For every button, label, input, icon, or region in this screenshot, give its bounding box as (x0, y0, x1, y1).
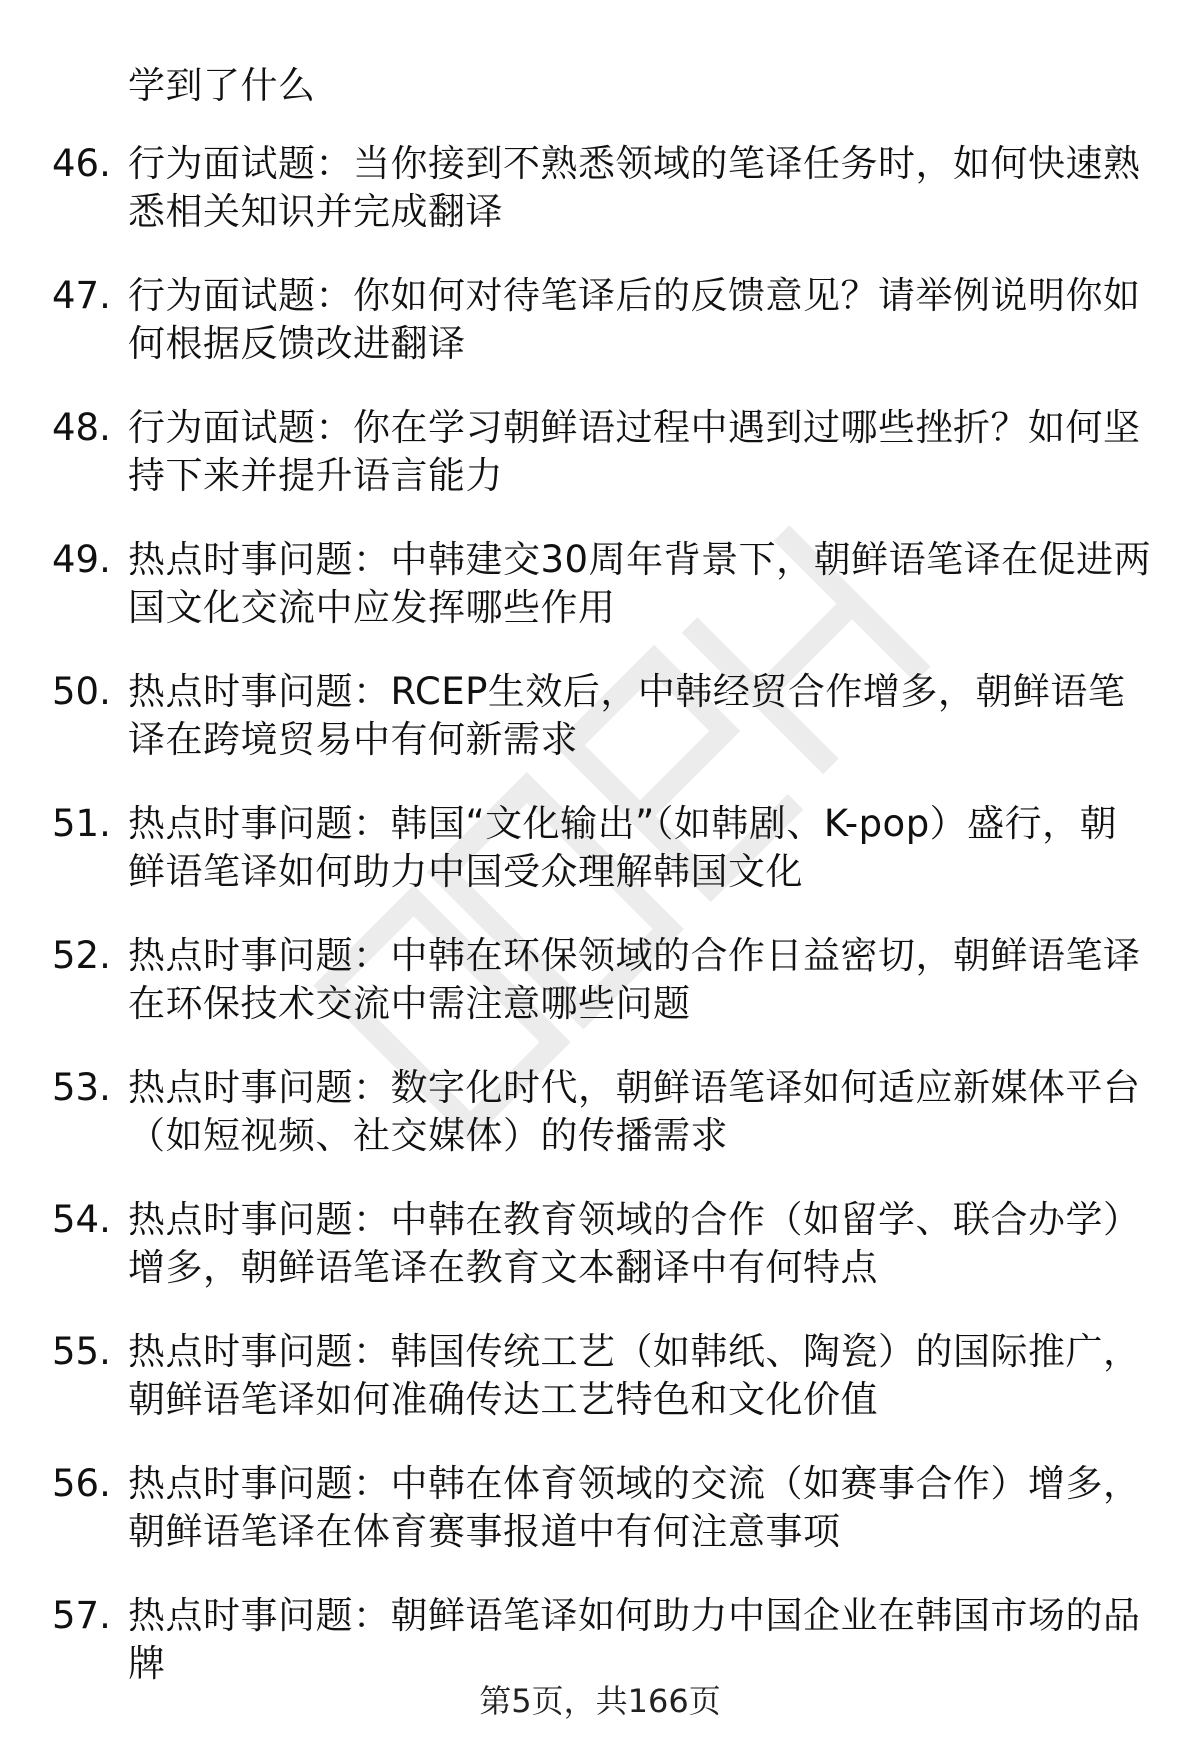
question-number: 51. (52, 802, 111, 845)
page-footer: 第5页，共166页 (479, 1682, 721, 1720)
question-number: 54. (52, 1198, 111, 1241)
question-text: 热点时事问题：中韩在环保领域的合作日益密切，朝鲜语笔译在环保技术交流中需注意哪些问题 (128, 934, 1141, 1025)
question-number: 47. (52, 274, 111, 317)
question-number: 55. (52, 1330, 111, 1373)
question-text: 行为面试题：你如何对待笔译后的反馈意见？请举例说明你如何根据反馈改进翻译 (128, 274, 1141, 365)
question-text: 热点时事问题：中韩建交30周年背景下，朝鲜语笔译在促进两国文化交流中应发挥哪些作用 (128, 538, 1152, 629)
question-text: 热点时事问题：中韩在体育领域的交流（如赛事合作）增多，朝鲜语笔译在体育赛事报道中有何注意事项 (128, 1462, 1141, 1553)
question-number: 56. (52, 1462, 111, 1505)
question-text: 热点时事问题：RCEP生效后，中韩经贸合作增多，朝鲜语笔译在跨境贸易中有何新需求 (128, 670, 1126, 761)
question-number: 53. (52, 1066, 111, 1109)
question-number: 46. (52, 142, 111, 185)
question-number: 48. (52, 406, 111, 449)
question-number: 57. (52, 1594, 111, 1637)
question-text: 行为面试题：当你接到不熟悉领域的笔译任务时，如何快速熟悉相关知识并完成翻译 (128, 142, 1141, 233)
question-text: 热点时事问题：中韩在教育领域的合作（如留学、联合办学）增多，朝鲜语笔译在教育文本翻译中有何特点 (128, 1198, 1141, 1289)
question-number: 50. (52, 670, 111, 713)
continuation-line: 学到了什么 (128, 64, 316, 107)
question-text: 行为面试题：你在学习朝鲜语过程中遇到过哪些挫折？如何坚持下来并提升语言能力 (128, 406, 1141, 497)
question-number: 49. (52, 538, 111, 581)
question-text: 热点时事问题：数字化时代，朝鲜语笔译如何适应新媒体平台（如短视频、社交媒体）的传播需求 (128, 1066, 1141, 1157)
question-text: 热点时事问题：韩国“文化输出”（如韩剧、K-pop）盛行，朝鲜语笔译如何助力中国受众理解韩国文化 (128, 802, 1118, 893)
question-text: 热点时事问题：朝鲜语笔译如何助力中国企业在韩国市场的品牌 (128, 1594, 1141, 1685)
question-text: 热点时事问题：韩国传统工艺（如韩纸、陶瓷）的国际推广，朝鲜语笔译如何准确传达工艺特色和文化价值 (128, 1330, 1141, 1421)
question-number: 52. (52, 934, 111, 977)
